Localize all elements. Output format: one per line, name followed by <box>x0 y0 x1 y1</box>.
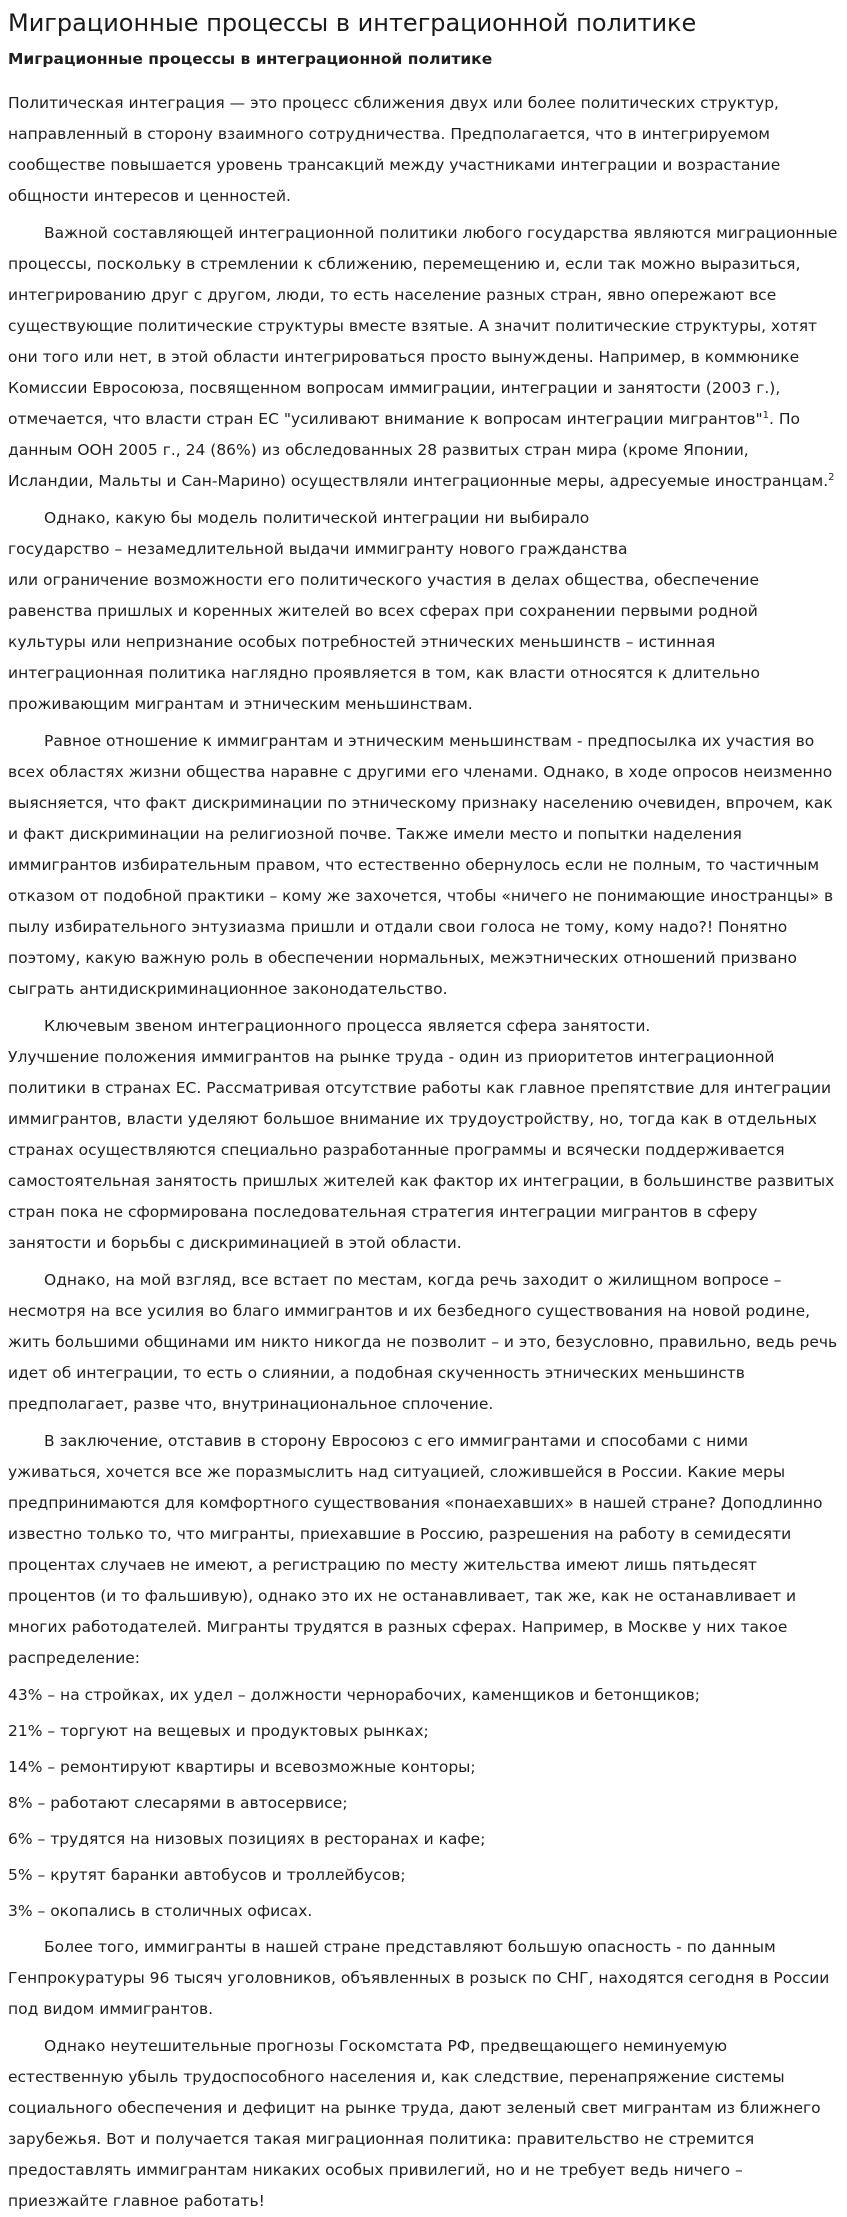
list-item: 21% – торгуют на вещевых и продуктовых рынках; <box>8 1722 429 1740</box>
paragraph-2-text: Важной составляющей интеграционной политики любого государства являются миграционные процессы, поскольку в стремлении к сближению, перемещению и, если так можно выразиться, интегрированию друг с другом, люди, то есть население разных стран, явно опережают все существующие политические структуры вместе взятые. А значит политические структуры, хотят они того или нет, в этой области интегрироваться просто вынуждены. Например, в коммюнике Комиссии Евросоюза, посвященном вопросам иммиграции, интеграции и занятости (2003 г.), отмечается, что власти стран ЕС "усиливают внимание к вопросам интеграции мигрантов" <box>8 224 838 428</box>
paragraph-3 <box>8 503 839 720</box>
paragraph-1: Политическая интеграция — это процесс сближения двух или более политических структур, направленный в сторону взаимного сотрудничества. Предполагается, что в интегрируемом сообществе повышается уровень трансакций между участниками интеграции и возрастание общности интересов и ценностей. <box>8 94 781 205</box>
paragraph-7: В заключение, отставив в сторону Евросоюз с его иммигрантами и способами с ними уживаться, хочется все же поразмыслить над ситуацией, сложившейся в России. Какие меры предпринимаются для комфортного существования «понаехавших» в нашей стране? Доподлинно известно только то, что мигранты, приехавшие в Россию, разрешения на работу в семидесяти процентах случаев не имеют, а регистрацию по месту жительства имеют лишь пятьдесят процентов (и то фальшивую), однако это их не останавливает, так же, как не останавливает и многих работодателей. Мигранты трудятся в разных сферах. Например, в Москве у них такое распределение: <box>8 1432 823 1667</box>
list-item: 43% – на стройках, их удел – должности чернорабочих, каменщиков и бетонщиков; <box>8 1686 701 1704</box>
paragraph-6: Однако, на мой взгляд, все встает по местам, когда речь заходит о жилищном вопросе – несмотря на все усилия во благо иммигрантов и их безбедного существования на новой родине, жить большими общинами им никто никогда не позволит – и это, безусловно, правильно, ведь речь идет об интеграции, то есть о слиянии, а подобная скученность этнических меньшинств предполагает, разве что, внутринациональное сплочение. <box>8 1271 838 1413</box>
paragraph-4: Равное отношение к иммигрантам и этническим меньшинствам - предпосылка их участия во всех областях жизни общества наравне с другими его членами. Однако, в ходе опросов неизменно выясняется, что факт дискриминации по этническому признаку населению очевиден, впрочем, как и факт дискриминации на религиозной почве. Также имели место и попытки наделения иммигрантов избирательным правом, что естественно обернулось если не полным, то частичным отказом от подобной практики – кому же захочется, чтобы «ничего не понимающие иностранцы» в пылу избирательного энтузиазма пришли и отдали свои голоса не тому, кому надо?! Понятно поэтому, какую важную роль в обеспечении нормальных, межэтнических отношений призвано сыграть антидискриминационное законодательство. <box>8 732 834 998</box>
list-item: 3% – окопались в столичных офисах. <box>8 1902 313 1920</box>
footnote-ref-1: 1 <box>762 409 769 421</box>
article-subtitle: Миграционные процессы в интеграционной политике <box>8 50 493 68</box>
footnote-ref-2: 2 <box>828 471 835 483</box>
list-item: 6% – трудятся на низовых позициях в ресторанах и кафе; <box>8 1830 486 1848</box>
list-item: 14% – ремонтируют квартиры и всевозможные конторы; <box>8 1758 476 1776</box>
paragraph-2-text-2: . По данным ООН 2005 г., 24 (86%) из обследованных 28 развитых стран мира (кроме Японии, Исландии, Мальты и Сан-Марино) осуществляли интеграционные меры, адресуемые иностранцам. <box>8 410 829 490</box>
paragraph-3-rest: или ограничение возможности его политического участия в делах общества, обеспечение равенства пришлых и коренных жителей во всех сферах при сохранении первыми родной культуры или непризнание особых потребностей этнических меньшинств – истинная интеграционная политика наглядно проявляется в том, как власти относятся к длительно проживающим мигрантам и этническим меньшинствам. <box>8 571 760 713</box>
list-item: 8% – работают слесарями в автосервисе; <box>8 1794 348 1812</box>
paragraph-2 <box>8 218 839 497</box>
page-title: Миграционные процессы в интеграционной политике <box>8 9 697 37</box>
paragraph-3-line-2: государство – незамедлительной выдачи иммигранту нового гражданства <box>8 540 628 558</box>
paragraph-5-rest: Улучшение положения иммигрантов на рынке труда - один из приоритетов интеграционной политики в странах ЕС. Рассматривая отсутствие работы как главное препятствие для интеграции иммигрантов, власти уделяют большое внимание их трудоустройству, но, тогда как в отдельных странах осуществляются специально разработанные программы и всячески поддерживается самостоятельная занятость пришлых жителей как фактор их интеграции, в большинстве развитых стран пока не сформирована последовательная стратегия интеграции мигрантов в сферу занятости и борьбы с дискриминацией в этой области. <box>8 1048 835 1252</box>
paragraph-3-line-1: Однако, какую бы модель политической интеграции ни выбирало <box>44 509 590 527</box>
paragraph-9: Однако неутешительные прогнозы Госкомстата РФ, предвещающего неминуемую естественную убыль трудоспособного населения и, как следствие, перенапряжение системы социального обеспечения и дефицит на рынке труда, дают зеленый свет мигрантам из ближнего зарубежья. Вот и получается такая миграционная политика: правительство не стремится предоставлять иммигрантам никаких особых привилегий, но и не требует ведь ничего – приезжайте главное работать! <box>8 2037 821 2210</box>
paragraph-8: Более того, иммигранты в нашей стране представляют большую опасность - по данным Генпрокуратуры 96 тысяч уголовников, объявленных в розыск по СНГ, находятся сегодня в России под видом иммигрантов. <box>8 1938 830 2018</box>
paragraph-5-line-1: Ключевым звеном интеграционного процесса является сфера занятости. <box>44 1017 651 1035</box>
paragraph-5 <box>8 1011 839 1259</box>
list-item: 5% – крутят баранки автобусов и троллейбусов; <box>8 1866 406 1884</box>
